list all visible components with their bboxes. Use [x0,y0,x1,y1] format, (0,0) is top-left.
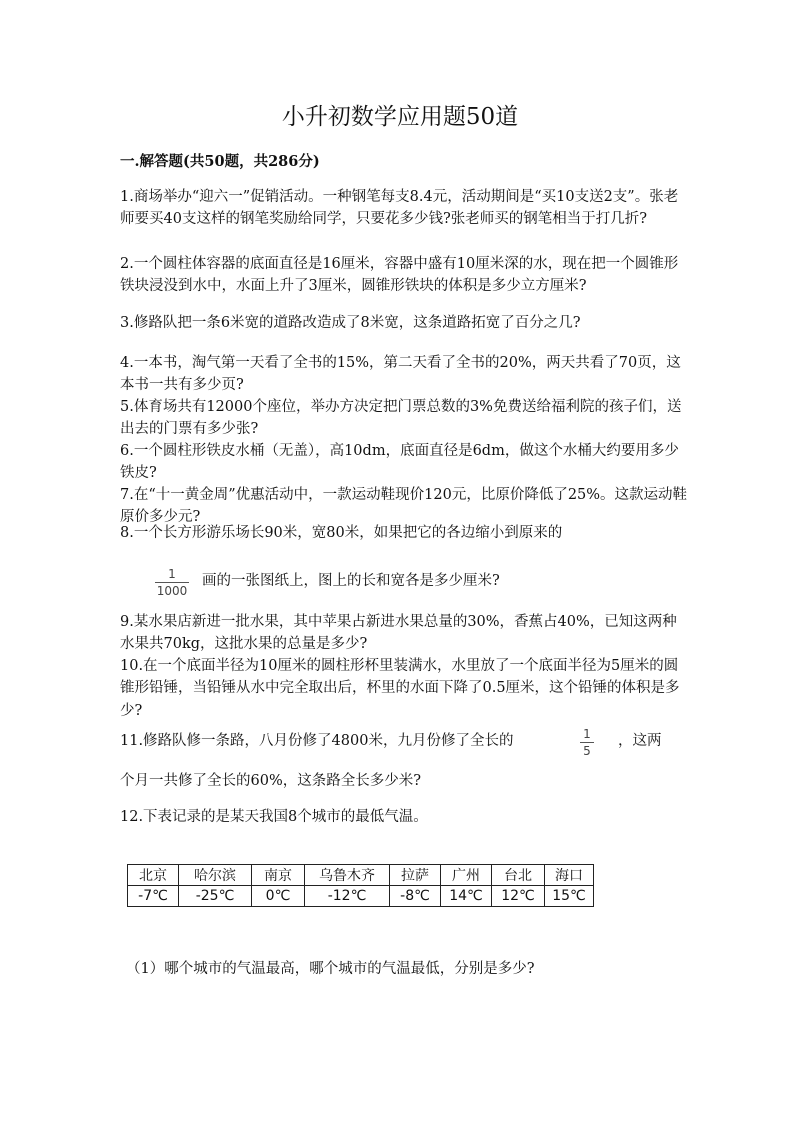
question-7: 7.在“十一黄金周”优惠活动中，一款运动鞋现价120元，比原价降低了25%。这款运动鞋原价多少元? [120,487,688,526]
question-8-line1: 8.一个长方形游乐场长90米，宽80米，如果把它的各边缩小到原来的 [120,525,563,541]
fraction-denominator: 5 [583,744,591,758]
question-1: 1.商场举办“迎六一”促销活动。一种钢笔每支8.4元，活动期间是“买10支送2支”。张老师要买40支这样的钢笔奖励给同学，只要花多少钱?张老师买的钢笔相当于打几折? [120,189,679,228]
table-cell: -8℃ [390,886,441,907]
table-cell: 广州 [441,865,492,886]
table-cell: 海口 [545,865,594,886]
question-6: 6.一个圆柱形铁皮水桶（无盖），高10dm，底面直径是6dm，做这个水桶大约要用多少铁皮? [120,443,679,482]
fraction-denominator: 1000 [156,584,188,598]
fraction-bar [155,582,189,583]
question-12: 12.下表记录的是某天我国8个城市的最低气温。 [120,809,428,825]
fraction-numerator: 1 [168,567,176,581]
question-3: 3.修路队把一条6米宽的道路改造成了8米宽，这条道路拓宽了百分之几? [120,315,581,331]
question-11-part1: 11.修路队修一条路，八月份修了4800米，九月份修了全长的 [120,733,514,749]
question-11-line2: 个月一共修了全长的60%，这条路全长多少米? [120,773,422,789]
temperature-table [127,864,594,907]
question-11-part2: ，这两 [618,733,662,749]
table-cell: 哈尔滨 [179,865,252,886]
question-2: 2.一个圆柱体容器的底面直径是16厘米，容器中盛有10厘米深的水，现在把一个圆锥形铁块浸没到水中，水面上升了3厘米，圆锥形铁块的体积是多少立方厘米? [120,256,679,295]
table-cell: -12℃ [305,886,390,907]
question-4: 4.一本书，淘气第一天看了全书的15%，第二天看了全书的20%，两天共看了70页，这本书一共有多少页? [120,355,681,394]
table-cell: 乌鲁木齐 [305,865,390,886]
question-8-line2: 画的一张图纸上，图上的长和宽各是多少厘米? [202,573,500,589]
page-title: 小升初数学应用题50道 [281,104,519,130]
table-cell: 14℃ [441,886,492,907]
table-cell: 台北 [492,865,545,886]
question-9: 9.某水果店新进一批水果，其中苹果占新进水果总量的30%，香蕉占40%，已知这两种水果共70kg，这批水果的总量是多少? [120,614,677,653]
table-row-temps [128,886,594,907]
table-cell: 拉萨 [390,865,441,886]
table-cell: 15℃ [545,886,594,907]
table-cell: 0℃ [252,886,305,907]
table-cell: -25℃ [179,886,252,907]
fraction-1-5 [580,727,594,758]
question-5: 5.体育场共有12000个座位，举办方决定把门票总数的3%免费送给福利院的孩子们，送出去的门票有多少张? [120,399,682,438]
question-12-sub-1: （1）哪个城市的气温最高，哪个城市的气温最低，分别是多少? [126,961,535,977]
fraction-numerator: 1 [583,727,591,741]
table-cell: -7℃ [128,886,179,907]
question-10: 10.在一个底面半径为10厘米的圆柱形杯里装满水，水里放了一个底面半径为5厘米的圆锥形铅锤，当铅锤从水中完全取出后，杯里的水面下降了0.5厘米，这个铅锤的体积是多少? [120,658,680,719]
fraction-1-1000 [155,567,189,598]
table-cell: 北京 [128,865,179,886]
table-row-cities [128,865,594,886]
section-heading: 一.解答题(共50题，共286分) [120,153,320,170]
fraction-bar [580,742,594,743]
table-cell: 南京 [252,865,305,886]
table-cell: 12℃ [492,886,545,907]
